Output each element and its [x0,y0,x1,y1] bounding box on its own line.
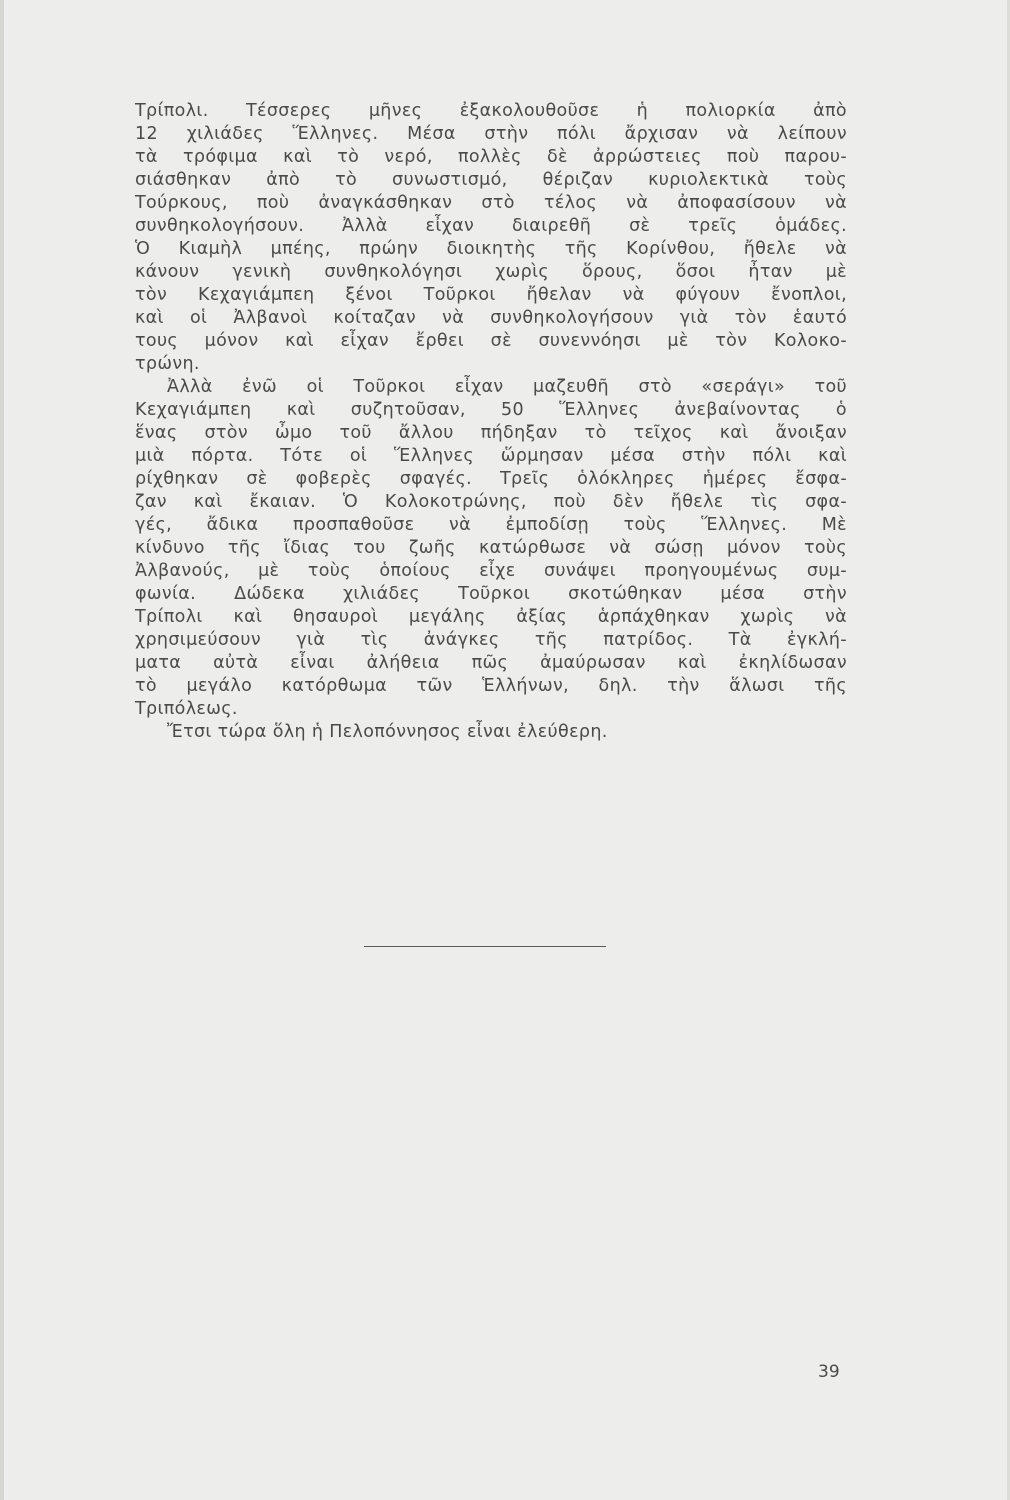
text-line: χρησιμεύσουν γιὰ τὶς ἀνάγκες τῆς πατρίδος. Τὰ ἐγκλή- [135,630,847,650]
body-text [135,100,847,744]
text-line: 12 χιλιάδες Ἕλληνες. Μέσα στὴν πόλι ἄρχισαν νὰ λείπουν [135,124,847,144]
text-line: τὸν Κεχαγιάμπεη ξένοι Τοῦρκοι ἤθελαν νὰ φύγουν ἔνοπλοι, [135,285,847,305]
page-edge-left [0,0,4,1500]
text-line: φωνία. Δώδεκα χιλιάδες Τοῦρκοι σκοτώθηκαν μέσα στὴν [135,584,847,604]
text-line: ρίχθηκαν σὲ φοβερὲς σφαγές. Τρεῖς ὁλόκληρες ἡμέρες ἔσφα- [135,469,847,489]
text-line: τὰ τρόφιμα καὶ τὸ νερό, πολλὲς δὲ ἀρρώστειες ποὺ παρου- [135,147,847,167]
page-number: 39 [818,1362,840,1382]
text-line: σιάσθηκαν ἀπὸ τὸ συνωστισμό, θέριζαν κυριολεκτικὰ τοὺς [135,170,847,190]
text-line: γές, ἄδικα προσπαθοῦσε νὰ ἐμποδίσῃ τοὺς Ἕλληνες. Μὲ [135,515,847,535]
text-line: καὶ οἱ Ἀλβανοὶ κοίταζαν νὰ συνθηκολογήσουν γιὰ τὸν ἑαυτό [135,308,847,328]
text-line: Ἀλλὰ ἐνῶ οἱ Τοῦρκοι εἶχαν μαζευθῆ στὸ «σεράγι» τοῦ [167,377,847,397]
text-line: ματα αὐτὰ εἶναι ἀλήθεια πῶς ἀμαύρωσαν καὶ ἐκηλίδωσαν [135,653,847,673]
text-line: Τριπόλεως. [135,699,238,719]
text-line: Τρίπολι καὶ θησαυροὶ μεγάλης ἀξίας ἁρπάχθηκαν χωρὶς νὰ [135,607,847,627]
paragraph-1 [135,100,847,376]
text-line: Ἀλβανούς, μὲ τοὺς ὁποίους εἶχε συνάψει προηγουμένως συμ- [135,561,847,581]
text-line: Τούρκους, ποὺ ἀναγκάσθηκαν στὸ τέλος νὰ ἀποφασίσουν νὰ [135,193,847,213]
text-line: τους μόνον καὶ εἶχαν ἔρθει σὲ συνεννόησι μὲ τὸν Κολοκο- [135,331,847,351]
text-line: Ἔτσι τώρα ὅλη ἡ Πελοπόννησος εἶναι ἐλεύθερη. [167,722,608,742]
paragraph-3 [135,721,847,744]
section-divider [364,946,606,947]
text-line: κίνδυνο τῆς ἴδιας του ζωῆς κατώρθωσε νὰ σώσῃ μόνον τοὺς [135,538,847,558]
text-line: Τρίπολι. Τέσσερες μῆνες ἐξακολουθοῦσε ἡ πολιορκία ἀπὸ [135,101,847,121]
text-line: ἕνας στὸν ὦμο τοῦ ἄλλου πήδηξαν τὸ τεῖχος καὶ ἄνοιξαν [135,423,847,443]
text-line: συνθηκολογήσουν. Ἀλλὰ εἶχαν διαιρεθῆ σὲ τρεῖς ὁμάδες. [135,216,847,236]
text-line: Ὁ Κιαμὴλ μπέης, πρώην διοικητὴς τῆς Κορίνθου, ἤθελε νὰ [135,239,847,259]
text-line: Κεχαγιάμπεη καὶ συζητοῦσαν, 50 Ἕλληνες ἀνεβαίνοντας ὁ [135,400,847,420]
text-line: μιὰ πόρτα. Τότε οἱ Ἕλληνες ὥρμησαν μέσα στὴν πόλι καὶ [135,446,847,466]
text-line: ζαν καὶ ἔκαιαν. Ὁ Κολοκοτρώνης, ποὺ δὲν ἤθελε τὶς σφα- [135,492,847,512]
text-line: κάνουν γενικὴ συνθηκολόγησι χωρὶς ὅρους, ὅσοι ἦταν μὲ [135,262,847,282]
text-line: τρώνη. [135,354,200,374]
paragraph-2 [135,376,847,721]
text-line: τὸ μεγάλο κατόρθωμα τῶν Ἑλλήνων, δηλ. τὴν ἅλωσι τῆς [135,676,847,696]
